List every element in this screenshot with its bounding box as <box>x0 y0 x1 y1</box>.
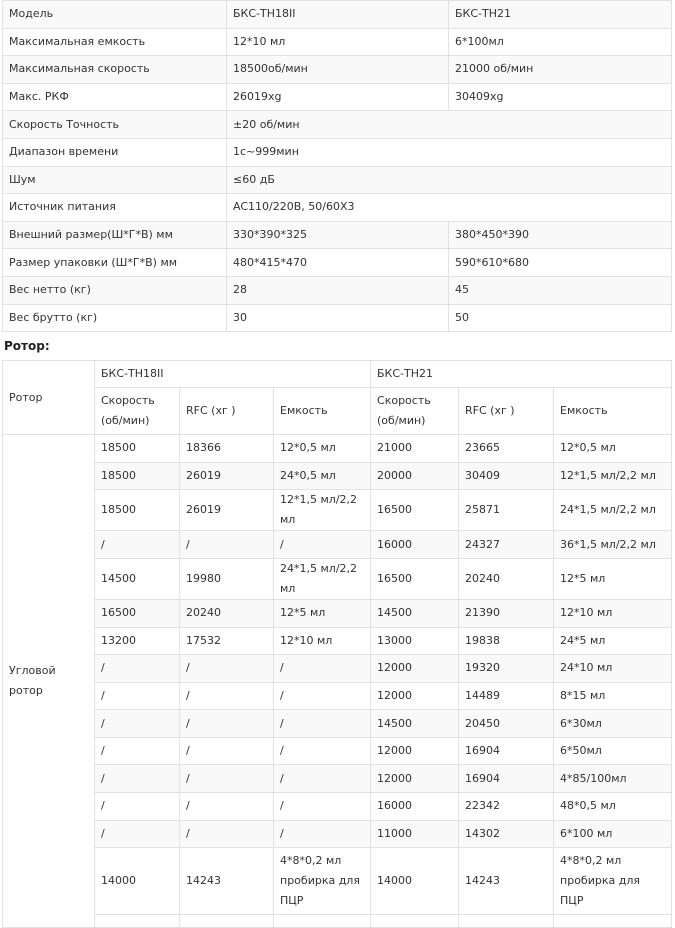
capacity-a-cell: / <box>274 737 371 765</box>
rfc-a-cell: 18366 <box>180 435 274 463</box>
speed-b-cell: 12000 <box>371 655 459 683</box>
capacity-a-cell: 12*1,5 мл/2,2 мл <box>274 490 371 531</box>
capacity-header-a: Емкость <box>274 388 371 435</box>
capacity-b-cell: 24*5 мл <box>554 627 672 655</box>
speed-a-cell: 14000 <box>95 848 180 915</box>
capacity-a-cell: 24*1,5 мл/2,2 мл <box>274 558 371 599</box>
rfc-a-cell: / <box>180 737 274 765</box>
rfc-a-cell: / <box>180 682 274 710</box>
rfc-a-cell: 17532 <box>180 627 274 655</box>
spec-row <box>3 56 672 84</box>
spec-value-a-cell: 30 <box>227 304 449 332</box>
rfc-header-a: RFC (хг ) <box>180 388 274 435</box>
spec-table-body <box>3 1 672 332</box>
rotor-type-cell: Угловой ротор <box>3 435 95 928</box>
rotor-row <box>3 820 672 848</box>
rfc-b-cell: 14302 <box>459 820 554 848</box>
speed-a-cell: / <box>95 765 180 793</box>
spec-value-a-cell: 28 <box>227 276 449 304</box>
speed-b-cell: 16500 <box>371 490 459 531</box>
spec-value-b-cell: 50 <box>449 304 672 332</box>
rfc-a-cell: / <box>180 655 274 683</box>
capacity-a-cell: 12*0,5 мл <box>274 435 371 463</box>
empty-cell <box>274 915 371 928</box>
spec-table <box>2 0 672 332</box>
spec-value-b-cell: БКС-TH21 <box>449 1 672 29</box>
rfc-b-cell: 16904 <box>459 765 554 793</box>
rotor-row <box>3 627 672 655</box>
spec-row <box>3 276 672 304</box>
rfc-a-cell: / <box>180 531 274 559</box>
rotor-row <box>3 599 672 627</box>
rfc-b-cell: 19320 <box>459 655 554 683</box>
spec-label-cell: Размер упаковки (Ш*Г*В) мм <box>3 249 227 277</box>
speed-a-cell: / <box>95 531 180 559</box>
spec-value-a-cell: 12*10 мл <box>227 28 449 56</box>
rotor-row <box>3 682 672 710</box>
rfc-a-cell: 26019 <box>180 462 274 490</box>
empty-cell <box>459 915 554 928</box>
spec-value-a-cell: 1с~999мин <box>227 138 672 166</box>
empty-cell <box>371 915 459 928</box>
spec-value-b-cell: 30409xg <box>449 83 672 111</box>
spec-value-b-cell: 45 <box>449 276 672 304</box>
rfc-b-cell: 21390 <box>459 599 554 627</box>
speed-a-cell: 14500 <box>95 558 180 599</box>
speed-a-cell: 16500 <box>95 599 180 627</box>
rfc-b-cell: 30409 <box>459 462 554 490</box>
rfc-header-b: RFC (хг ) <box>459 388 554 435</box>
spec-row <box>3 194 672 222</box>
rfc-a-cell: / <box>180 820 274 848</box>
capacity-a-cell: 24*0,5 мл <box>274 462 371 490</box>
speed-a-cell: 13200 <box>95 627 180 655</box>
empty-cell <box>554 915 672 928</box>
spec-value-a-cell: ≤60 дБ <box>227 166 672 194</box>
spec-row <box>3 1 672 29</box>
spec-value-a-cell: БКС-TH18II <box>227 1 449 29</box>
capacity-a-cell: / <box>274 820 371 848</box>
spec-label-cell: Макс. РКФ <box>3 83 227 111</box>
speed-a-cell: / <box>95 710 180 738</box>
spec-value-a-cell: 480*415*470 <box>227 249 449 277</box>
rfc-b-cell: 20240 <box>459 558 554 599</box>
empty-cell <box>95 915 180 928</box>
rotor-row <box>3 558 672 599</box>
rotor-row <box>3 435 672 463</box>
speed-a-cell: / <box>95 737 180 765</box>
speed-header-a: Скорость (об/мин) <box>95 388 180 435</box>
rfc-a-cell: / <box>180 765 274 793</box>
spec-row <box>3 111 672 139</box>
spec-row <box>3 83 672 111</box>
speed-b-cell: 14000 <box>371 848 459 915</box>
speed-b-cell: 11000 <box>371 820 459 848</box>
spec-value-b-cell: 590*610*680 <box>449 249 672 277</box>
capacity-a-cell: 4*8*0,2 мл пробирка для ПЦР <box>274 848 371 915</box>
spec-row <box>3 166 672 194</box>
speed-header-b: Скорость (об/мин) <box>371 388 459 435</box>
spec-value-a-cell: 18500об/мин <box>227 56 449 84</box>
rfc-b-cell: 14489 <box>459 682 554 710</box>
capacity-a-cell: 12*10 мл <box>274 627 371 655</box>
rotor-subheader-row <box>3 388 672 435</box>
rfc-b-cell: 25871 <box>459 490 554 531</box>
capacity-b-cell: 12*1,5 мл/2,2 мл <box>554 462 672 490</box>
rotor-row <box>3 848 672 915</box>
capacity-b-cell: 6*30мл <box>554 710 672 738</box>
spec-label-cell: Внешний размер(Ш*Г*В) мм <box>3 221 227 249</box>
speed-a-cell: / <box>95 820 180 848</box>
speed-b-cell: 16000 <box>371 793 459 821</box>
capacity-b-cell: 24*1,5 мл/2,2 мл <box>554 490 672 531</box>
speed-b-cell: 20000 <box>371 462 459 490</box>
rfc-b-cell: 20450 <box>459 710 554 738</box>
spec-value-b-cell: 21000 об/мин <box>449 56 672 84</box>
rotor-table-body <box>3 361 672 928</box>
rfc-b-cell: 19838 <box>459 627 554 655</box>
spec-row <box>3 249 672 277</box>
speed-b-cell: 12000 <box>371 682 459 710</box>
rotor-model-b-header: БКС-TH21 <box>371 361 672 388</box>
spec-value-b-cell: 6*100мл <box>449 28 672 56</box>
speed-a-cell: 18500 <box>95 435 180 463</box>
rotor-row <box>3 737 672 765</box>
rotor-row <box>3 710 672 738</box>
rotor-model-a-header: БКС-TH18II <box>95 361 371 388</box>
capacity-b-cell: 48*0,5 мл <box>554 793 672 821</box>
capacity-b-cell: 8*15 мл <box>554 682 672 710</box>
rotor-row <box>3 765 672 793</box>
rfc-b-cell: 24327 <box>459 531 554 559</box>
rfc-a-cell: / <box>180 710 274 738</box>
capacity-a-cell: / <box>274 765 371 793</box>
capacity-b-cell: 12*5 мл <box>554 558 672 599</box>
spec-label-cell: Вес нетто (кг) <box>3 276 227 304</box>
spec-value-a-cell: AC110/220В, 50/60Х3 <box>227 194 672 222</box>
rfc-a-cell: 26019 <box>180 490 274 531</box>
rfc-a-cell: 20240 <box>180 599 274 627</box>
capacity-a-cell: / <box>274 793 371 821</box>
rfc-a-cell: 19980 <box>180 558 274 599</box>
speed-b-cell: 16000 <box>371 531 459 559</box>
spec-value-b-cell: 380*450*390 <box>449 221 672 249</box>
speed-b-cell: 12000 <box>371 737 459 765</box>
speed-a-cell: 18500 <box>95 490 180 531</box>
capacity-b-cell: 12*10 мл <box>554 599 672 627</box>
rotor-row <box>3 490 672 531</box>
rotor-header-row <box>3 361 672 388</box>
spec-row <box>3 221 672 249</box>
rotor-label-cell: Ротор <box>3 361 95 435</box>
spec-label-cell: Источник питания <box>3 194 227 222</box>
speed-a-cell: 18500 <box>95 462 180 490</box>
spec-row <box>3 138 672 166</box>
spec-value-a-cell: ±20 об/мин <box>227 111 672 139</box>
capacity-b-cell: 6*50мл <box>554 737 672 765</box>
capacity-a-cell: / <box>274 531 371 559</box>
capacity-b-cell: 6*100 мл <box>554 820 672 848</box>
rfc-b-cell: 22342 <box>459 793 554 821</box>
empty-cell <box>180 915 274 928</box>
spec-label-cell: Модель <box>3 1 227 29</box>
rfc-a-cell: / <box>180 793 274 821</box>
capacity-b-cell: 4*8*0,2 мл пробирка для ПЦР <box>554 848 672 915</box>
capacity-b-cell: 24*10 мл <box>554 655 672 683</box>
spec-value-a-cell: 26019xg <box>227 83 449 111</box>
spec-value-a-cell: 330*390*325 <box>227 221 449 249</box>
rotor-row <box>3 655 672 683</box>
spec-row <box>3 304 672 332</box>
speed-a-cell: / <box>95 655 180 683</box>
spec-label-cell: Скорость Точность <box>3 111 227 139</box>
capacity-a-cell: / <box>274 655 371 683</box>
speed-b-cell: 13000 <box>371 627 459 655</box>
speed-b-cell: 14500 <box>371 599 459 627</box>
rfc-b-cell: 23665 <box>459 435 554 463</box>
spec-row <box>3 28 672 56</box>
spec-label-cell: Максимальная скорость <box>3 56 227 84</box>
speed-b-cell: 12000 <box>371 765 459 793</box>
spec-label-cell: Шум <box>3 166 227 194</box>
rfc-a-cell: 14243 <box>180 848 274 915</box>
capacity-b-cell: 12*0,5 мл <box>554 435 672 463</box>
rfc-b-cell: 16904 <box>459 737 554 765</box>
speed-b-cell: 14500 <box>371 710 459 738</box>
rotor-row <box>3 793 672 821</box>
capacity-b-cell: 4*85/100мл <box>554 765 672 793</box>
spec-label-cell: Диапазон времени <box>3 138 227 166</box>
rotor-row <box>3 462 672 490</box>
capacity-b-cell: 36*1,5 мл/2,2 мл <box>554 531 672 559</box>
speed-b-cell: 21000 <box>371 435 459 463</box>
capacity-a-cell: / <box>274 710 371 738</box>
rotor-table <box>2 360 672 928</box>
spec-label-cell: Максимальная емкость <box>3 28 227 56</box>
rotor-row <box>3 531 672 559</box>
spec-label-cell: Вес брутто (кг) <box>3 304 227 332</box>
capacity-header-b: Емкость <box>554 388 672 435</box>
capacity-a-cell: / <box>274 682 371 710</box>
rotor-heading: Ротор: <box>4 339 50 354</box>
capacity-a-cell: 12*5 мл <box>274 599 371 627</box>
speed-a-cell: / <box>95 793 180 821</box>
rfc-b-cell: 14243 <box>459 848 554 915</box>
speed-a-cell: / <box>95 682 180 710</box>
rotor-row-partial <box>3 915 672 928</box>
speed-b-cell: 16500 <box>371 558 459 599</box>
